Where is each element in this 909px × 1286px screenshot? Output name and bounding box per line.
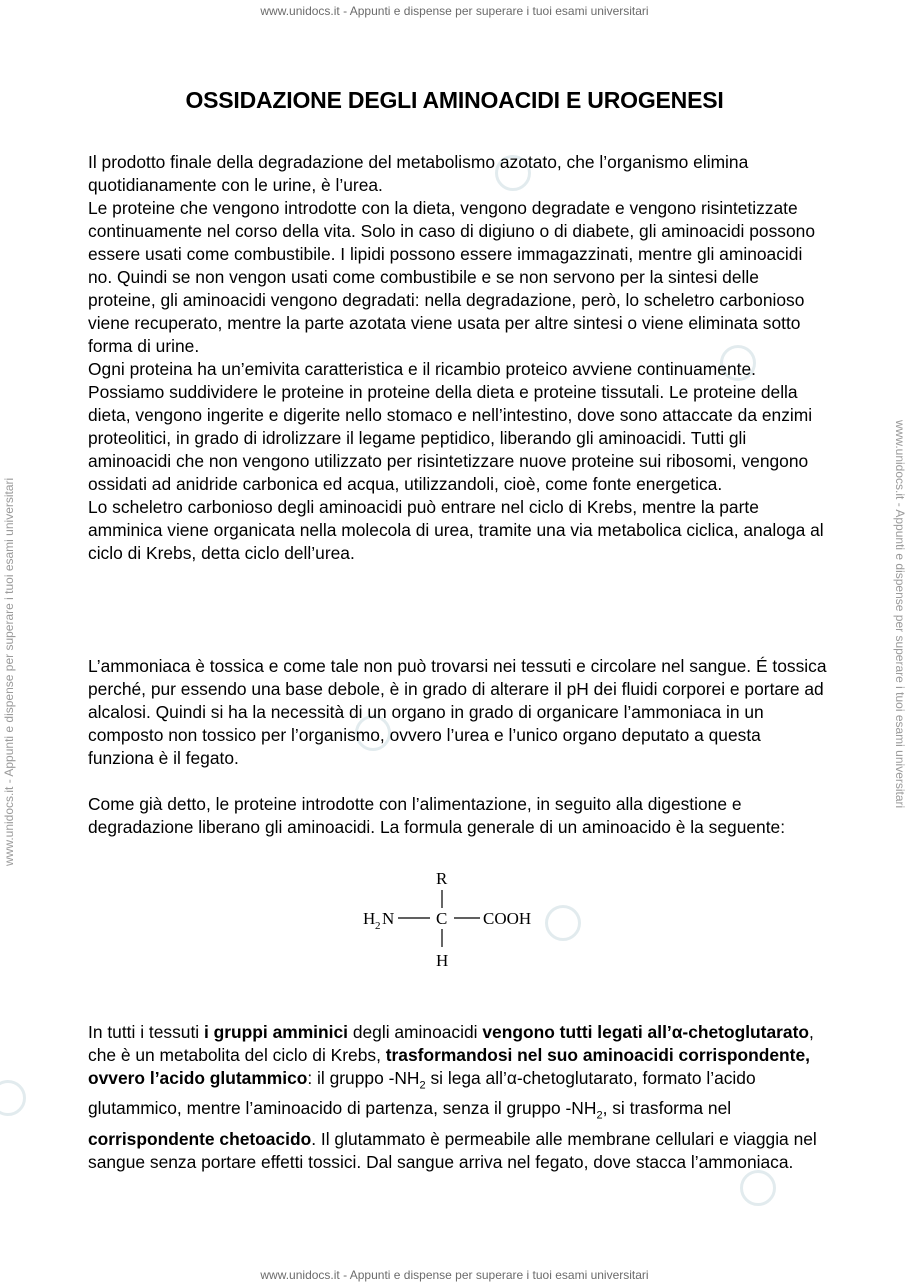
paragraph: Ogni proteina ha un’emivita caratteristica e il ricambio proteico avviene continuamente.: [88, 359, 756, 379]
paragraph: Le proteine che vengono introdotte con la dieta, vengono degradate e vengono risintetizzate continuamente nel corso della vita. Solo in caso di digiuno o di diabete, gli aminoacidi possono essere usati come combustibile. I lipidi possono essere immagazzinati, mentre gli aminoacidi no. Quindi se non vengon usati come combustibile e se non servono per la sintesi delle proteine, gli aminoacidi vengono degradati: nella degradazione, però, lo scheletro carbonioso viene recuperato, mentre la parte azotata viene usata per altre sintesi o viene eliminata sotto forma di urine.: [88, 198, 816, 356]
subscript: 2: [419, 1079, 426, 1092]
formula-carboxyl: COOH: [483, 909, 532, 928]
formula-amine-h: H: [363, 909, 376, 928]
body-section-transamination: [88, 1021, 828, 1174]
formula-amine-subscript: 2: [375, 920, 381, 932]
bold-text: vengono tutti legati all’α-chetoglutarato: [482, 1022, 809, 1042]
amino-acid-formula: [356, 866, 556, 976]
text-run: , si trasforma nel: [602, 1098, 732, 1119]
bold-text: i gruppi amminici: [204, 1022, 348, 1042]
paragraph: Il prodotto finale della degradazione del metabolismo azotato, che l’organismo elimina quotidianamente con le urine, è l’urea.: [88, 152, 749, 195]
paragraph: Lo scheletro carbonioso degli aminoacidi può entrare nel ciclo di Krebs, mentre la parte amminica viene organicata nella molecola di urea, tramite una via metabolica ciclica, analoga al ciclo di Krebs, detta ciclo dell’urea.: [88, 497, 824, 563]
left-side-watermark: www.unidocs.it - Appunti e dispense per superare i tuoi esami universitari: [2, 477, 16, 866]
text-run: si lega all’α-chetoglutarato, formato l’acido glutammico, mentre l’aminoacido di partenza, senza il gruppo -NH: [88, 1068, 756, 1119]
watermark-logo-icon: [740, 1170, 776, 1206]
bold-text: corrispondente chetoacido: [88, 1128, 312, 1149]
text-run: . Il glutammato è permeabile alle membrane cellulari e viaggia nel sangue senza portare effetti tossici. Dal sangue arriva nel fegato, dove stacca l’ammoniaca.: [88, 1128, 817, 1172]
formula-alpha-carbon: C: [436, 909, 448, 928]
formula-amine-n: N: [382, 909, 395, 928]
bold-text: trasformandosi nel suo aminoacidi corrispondente, ovvero l’acido glutammico: [88, 1045, 810, 1088]
paragraph: Possiamo suddividere le proteine in proteine della dieta e proteine tissutali. Le proteine della dieta, vengono ingerite e digerite nello stomaco e nell’intestino, dove sono attaccate da enzimi proteolitici, in grado di idrolizzare il legame peptidico, liberando gli aminoacidi. Tutti gli aminoacidi che non vengono utilizzato per risintetizzare nuove proteine sui ribosomi, vengono ossidati ad anidride carbonica ed acqua, utilizzandoli, cioè, come fonte energetica.: [88, 382, 813, 494]
formula-alpha-h: H: [436, 951, 449, 970]
right-side-watermark: www.unidocs.it - Appunti e dispense per superare i tuoi esami universitari: [893, 420, 907, 809]
watermark-logo-icon: [0, 1080, 26, 1116]
body-section-ammonia: [88, 655, 828, 770]
body-section-formula-intro: [88, 793, 828, 839]
body-section-intro: [88, 151, 828, 565]
text-run: , che è un metabolita del ciclo di Krebs,: [88, 1022, 814, 1065]
footer-watermark: www.unidocs.it - Appunti e dispense per superare i tuoi esami universitari: [260, 1268, 649, 1282]
text-run: : il gruppo -NH: [307, 1068, 420, 1088]
formula-r-group: R: [436, 869, 448, 888]
header-watermark: www.unidocs.it - Appunti e dispense per superare i tuoi esami universitari: [260, 4, 649, 18]
text-run: In tutti i tessuti: [88, 1022, 204, 1042]
paragraph: L’ammoniaca è tossica e come tale non può trovarsi nei tessuti e circolare nel sangue. É tossica perché, pur essendo una base debole, è in grado di alterare il pH dei fluidi corporei e portare ad alcalosi. Quindi si ha la necessità di un organo in grado di organicare l’ammoniaca in un composto non tossico per l’organismo, ovvero l’urea e l’unico organo deputato a questa funziona è il fegato.: [88, 656, 827, 768]
subscript: 2: [596, 1109, 603, 1122]
text-run: degli aminoacidi: [347, 1022, 483, 1042]
page-title: OSSIDAZIONE DEGLI AMINOACIDI E UROGENESI: [185, 87, 724, 113]
paragraph: [88, 1021, 828, 1174]
paragraph: Come già detto, le proteine introdotte con l’alimentazione, in seguito alla digestione e degradazione liberano gli aminoacidi. La formula generale di un aminoacido è la seguente:: [88, 794, 786, 837]
